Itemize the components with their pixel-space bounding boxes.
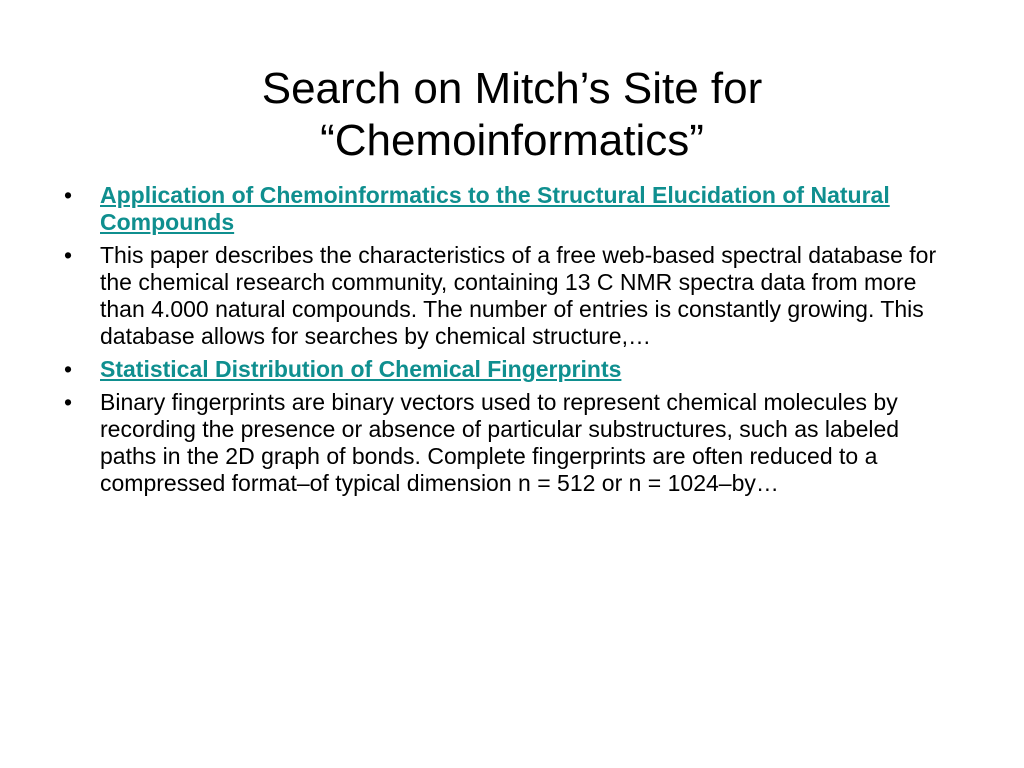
bullet-list: [58, 182, 958, 503]
bullet-item-paper-2-summary: [58, 389, 958, 497]
paper-2-title-link[interactable]: Statistical Distribution of Chemical Fingerprints: [100, 356, 622, 382]
bullet-item-paper-2-link: [58, 356, 958, 383]
slide-title-line-2: “Chemoinformatics”: [320, 116, 704, 166]
paper-1-title-link[interactable]: Application of Chemoinformatics to the Structural Elucidation of Natural Compounds: [100, 182, 890, 235]
paper-2-summary: Binary fingerprints are binary vectors used to represent chemical molecules by recording the presence or absence of particular substructures, such as labeled paths in the 2D graph of bonds. Complete fingerprints are often reduced to a compressed format–of typical dimension n = 512 or n = 1024–by…: [100, 389, 900, 496]
bullet-item-paper-1-summary: [58, 242, 958, 350]
bullet-icon: •: [63, 182, 73, 208]
slide-title-line-1: Search on Mitch’s Site for: [261, 64, 763, 114]
bullet-item-paper-1-link: [58, 182, 958, 236]
bullet-icon: •: [63, 389, 73, 415]
paper-1-summary: This paper describes the characteristics of a free web-based spectral database for the chemical research community, containing 13 C NMR spectra data from more than 4.000 natural compounds. The number of entries is constantly growing. This database allows for searches by chemical structure,…: [100, 242, 937, 349]
slide-title: [60, 63, 964, 167]
bullet-icon: •: [63, 356, 73, 382]
bullet-icon: •: [63, 242, 73, 268]
